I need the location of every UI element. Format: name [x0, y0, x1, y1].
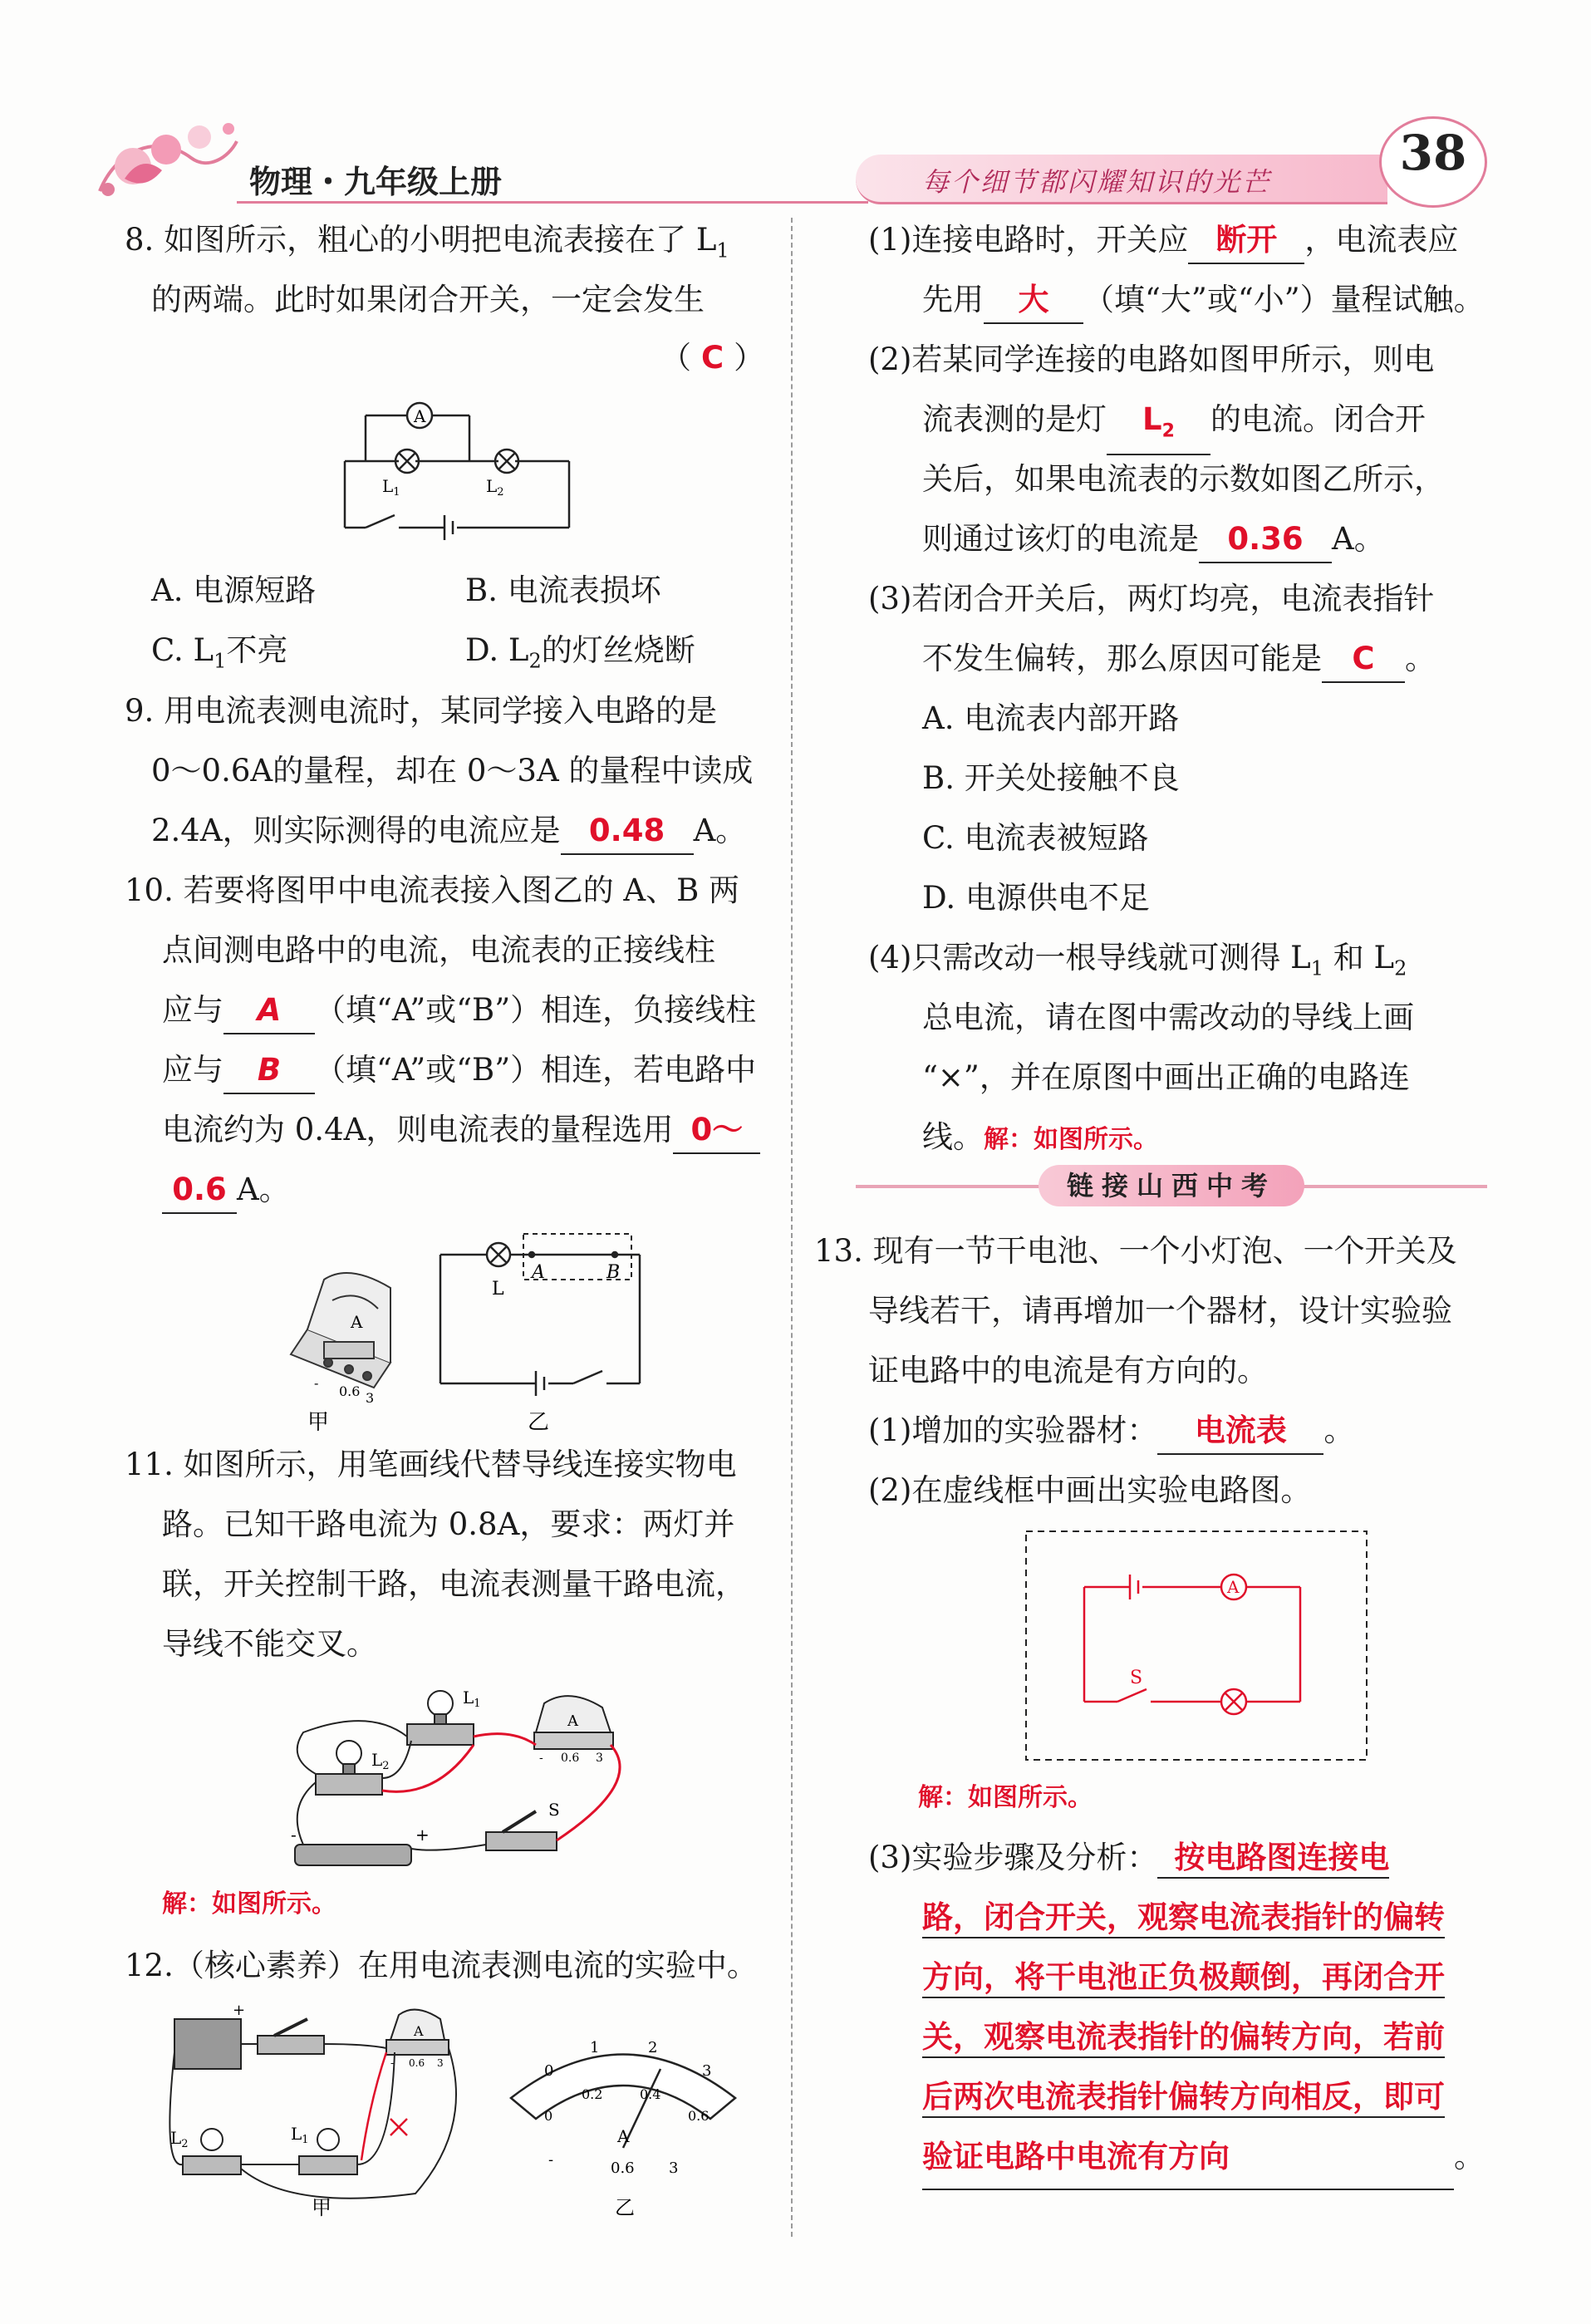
q11-line1: 11. 如图所示，用笔画线代替导线连接实物电 — [125, 1447, 737, 1482]
q12-p3-option-a: A. 电流表内部开路 — [922, 700, 1180, 736]
q11-line3: 联，开关控制干路，电流表测量干路电流， — [162, 1566, 746, 1602]
q12-p2-line2: 流表测的是灯 $L_2$ 的电流。闭合开 — [922, 390, 1426, 455]
q11-fig-l1-label: $L_1$ — [463, 1688, 481, 1710]
q11-solution: 解：如图所示。 — [162, 1889, 336, 1919]
q8-answer: C — [701, 340, 724, 376]
q12-fig-l1-label: $L_1$ — [291, 2124, 309, 2146]
q13-line3: 证电路中的电流是有方向的。 — [868, 1353, 1268, 1388]
q10-line3: 应与 A （填“A”或“B”）相连，负接线柱 — [162, 980, 756, 1040]
q12-p3-option-c: C. 电流表被短路 — [922, 820, 1149, 856]
q12-scale-top-1: 1 — [590, 2039, 600, 2056]
q10-answer-pos: A — [223, 988, 315, 1034]
q10-line1: 10. 若要将图甲中电流表接入图乙的 A、B 两 — [125, 872, 740, 908]
q11-line2: 路。已知干路电流为 0.8A，要求：两灯并 — [162, 1506, 735, 1542]
q13-p3-line4: 关，观察电流表指针的偏转方向，若前 — [922, 2007, 1445, 2067]
q13-p3-line3: 方向，将干电池正负极颠倒，再闭合开 — [922, 1948, 1445, 2007]
q13-solution: 解：如图所示。 — [918, 1783, 1093, 1812]
header-rule — [237, 201, 868, 204]
q12-scale-unit: A — [617, 2126, 630, 2146]
q8-option-c: C. $L_1$不亮 — [151, 632, 288, 673]
q12-p3-line1: (3)若闭合开关后，两灯均亮，电流表指针 — [868, 581, 1435, 617]
q13-line1: 13. 现有一节干电池、一个小灯泡、一个开关及 — [814, 1233, 1457, 1269]
q10-line2: 点间测电路中的电流，电流表的正接线柱 — [162, 932, 715, 968]
q10-point-a-label: A — [532, 1262, 545, 1283]
q12-scale-neg: - — [548, 2151, 554, 2169]
q12-scale-bot-3: 0.6 — [688, 2108, 710, 2124]
q11-fig-meter-label: A — [567, 1712, 578, 1730]
q10-meter-label: A — [351, 1312, 363, 1332]
q8-option-a: A. 电源短路 — [151, 572, 317, 608]
section-band — [856, 1165, 1487, 1206]
q10-fig-caption-left: 甲 — [307, 1410, 330, 1433]
q10-answer-range-b: 0.6 — [162, 1167, 237, 1214]
q8-answer-paren: （ C ） — [660, 340, 765, 376]
q12-p3-answer: C — [1322, 636, 1405, 683]
q12-p2-line4: 则通过该灯的电流是 0.36 A。 — [922, 509, 1385, 569]
q12-line1: 12.（核心素养）在用电流表测电流的实验中。 — [125, 1948, 758, 1983]
q10-point-b-label: B — [606, 1262, 621, 1283]
q9-line2: 0～0.6A的量程，却在 0～3A 的量程中读成 — [151, 753, 754, 789]
q8-line1: 8. 如图所示，粗心的小明把电流表接在了 $L_1$ — [125, 222, 729, 263]
q13-circuit-diagram — [1022, 1527, 1371, 1764]
q10-answer-neg: B — [223, 1048, 315, 1094]
column-divider — [791, 218, 793, 2237]
q12-p4-line1: (4)只需改动一根导线就可测得 $L_1$ 和 $L_2$ — [868, 940, 1407, 980]
q8-circuit-diagram — [332, 391, 582, 544]
q13-p3-answer-l1: 按电路图连接电 — [1157, 1840, 1389, 1879]
q13-p3-line1: (3)实验步骤及分析： 按电路图连接电 — [868, 1828, 1389, 1888]
q12-fig-caption-right: 乙 — [615, 2196, 635, 2219]
q9-line3: 2.4A，则实际测得的电流应是 0.48 A。 — [151, 801, 746, 861]
q12-fig-meter-label: A — [414, 2023, 424, 2039]
header-slogan: 每个细节都闪耀知识的光芒 — [922, 166, 1272, 198]
q12-p4-line3: “×”，并在原图中画出正确的电路连 — [922, 1059, 1410, 1095]
q11-line4: 导线不能交叉。 — [162, 1626, 377, 1662]
q12-fig-caption-left: 甲 — [312, 2196, 331, 2218]
q12-p3-option-b: B. 开关处接触不良 — [922, 760, 1180, 796]
q10-ammeter-figure — [291, 1273, 390, 1388]
q10-line5: 电流约为 0.4A，则电流表的量程选用 0～ — [162, 1100, 760, 1160]
q11-fig-meter-mid: 0.6 — [561, 1752, 580, 1765]
q12-scale-top-0: 0 — [544, 2062, 554, 2080]
q10-fig-caption-right: 乙 — [528, 1410, 550, 1433]
q12-p1-line2: 先用 大 （填“大”或“小”）量程试触。 — [922, 270, 1485, 330]
q9-answer: 0.48 — [561, 808, 694, 855]
q10-lamp-label: L — [492, 1279, 504, 1300]
q12-physical-circuit — [166, 2002, 482, 2218]
q8-fig-l1-label: $L_1$ — [382, 476, 400, 499]
q11-fig-meter-max: 3 — [596, 1752, 603, 1765]
page-header — [0, 0, 1591, 208]
book-title: 物理・九年级上册 — [249, 164, 503, 200]
q12-p1-answer1: 断开 — [1188, 218, 1304, 264]
q11-fig-l2-label: $L_2$ — [371, 1750, 390, 1772]
q12-fig-meter-neg: - — [390, 2057, 395, 2069]
q11-fig-battery-plus: + — [415, 1825, 430, 1845]
q9-line1: 9. 用电流表测电流时，某同学接入电路的是 — [125, 693, 718, 729]
q8-option-d: D. $L_2$的灯丝烧断 — [465, 632, 695, 673]
q12-p2-line1: (2)若某同学连接的电路如图甲所示，则电 — [868, 341, 1435, 377]
q12-p2-line3: 关后，如果电流表的示数如图乙所示， — [922, 461, 1445, 497]
q13-p2: (2)在虚线框中画出实验电路图。 — [868, 1472, 1312, 1508]
q12-fig-meter-max: 3 — [437, 2057, 444, 2069]
q13-p1: (1)增加的实验器材： 电流表 。 — [868, 1401, 1354, 1461]
q12-fig-l2-label: $L_2$ — [170, 2128, 189, 2150]
q12-scale-top-2: 2 — [648, 2039, 658, 2056]
q8-fig-ammeter-label: A — [414, 406, 426, 426]
q13-fig-switch-label: S — [1130, 1668, 1143, 1688]
section-title: 链接山西中考 — [1039, 1165, 1304, 1206]
q12-ammeter-scale — [498, 2027, 748, 2227]
q10-figures — [274, 1230, 656, 1433]
q11-physical-circuit — [270, 1683, 660, 1874]
q12-scale-bot-2: 0.4 — [640, 2086, 661, 2102]
q12-p4-line2: 总电流，请在图中需改动的导线上画 — [922, 1000, 1414, 1035]
floral-ornament-icon — [83, 100, 249, 208]
q12-scale-max: 3 — [669, 2159, 679, 2177]
q12-p4-solution: 解：如图所示。 — [984, 1125, 1158, 1154]
q8-option-b: B. 电流表损坏 — [465, 572, 661, 608]
q12-scale-bot-0: 0 — [544, 2108, 553, 2124]
q10-circuit-figure — [440, 1234, 640, 1396]
q12-p3-line2: 不发生偏转，那么原因可能是 C 。 — [922, 629, 1436, 689]
q13-p3-line6: 验证电路中电流有方向 。 — [922, 2127, 1485, 2190]
q10-answer-range-a: 0～ — [673, 1108, 760, 1154]
q12-fig-plus: + — [233, 2002, 246, 2019]
q12-p1-answer2: 大 — [984, 278, 1083, 324]
q12-p2-answer2: 0.36 — [1199, 517, 1332, 563]
q10-line6: 0.6 A。 — [162, 1160, 290, 1220]
q13-line2: 导线若干，请再增加一个器材，设计实验验 — [868, 1293, 1452, 1329]
q8-fig-l2-label: $L_2$ — [486, 476, 504, 499]
q12-scale-mid: 0.6 — [611, 2159, 635, 2177]
q12-fig-meter-mid: 0.6 — [409, 2057, 425, 2069]
q12-scale-top-3: 3 — [702, 2062, 712, 2080]
page-number: 38 — [1399, 125, 1467, 181]
q10-line4: 应与 B （填“A”或“B”）相连，若电路中 — [162, 1040, 756, 1100]
q13-p3-line2: 路，闭合开关，观察电流表指针的偏转 — [922, 1888, 1445, 1948]
q13-p3-line5: 后两次电流表指针偏转方向相反，即可 — [922, 2067, 1445, 2127]
q12-p3-option-d: D. 电源供电不足 — [922, 880, 1150, 916]
q12-p1-line1: (1)连接电路时，开关应 断开 ，电流表应 — [868, 210, 1458, 270]
q11-fig-battery-minus: - — [291, 1825, 297, 1845]
q10-meter-mid: 0.6 — [339, 1383, 361, 1399]
q8-line2: 的两端。此时如果闭合开关，一定会发生 — [151, 282, 705, 317]
q10-meter-max: 3 — [366, 1390, 375, 1406]
q11-fig-switch-label: S — [548, 1800, 560, 1820]
q11-fig-meter-neg: - — [539, 1752, 543, 1765]
q12-p2-answer1: $L_2$ — [1107, 397, 1210, 455]
q12-scale-bot-1: 0.2 — [582, 2086, 603, 2102]
q13-fig-meter-label: A — [1227, 1577, 1240, 1597]
q12-p4-line4: 线。解：如图所示。 — [922, 1119, 1158, 1155]
q10-meter-neg: - — [314, 1375, 319, 1391]
q13-p1-answer: 电流表 — [1157, 1408, 1323, 1455]
